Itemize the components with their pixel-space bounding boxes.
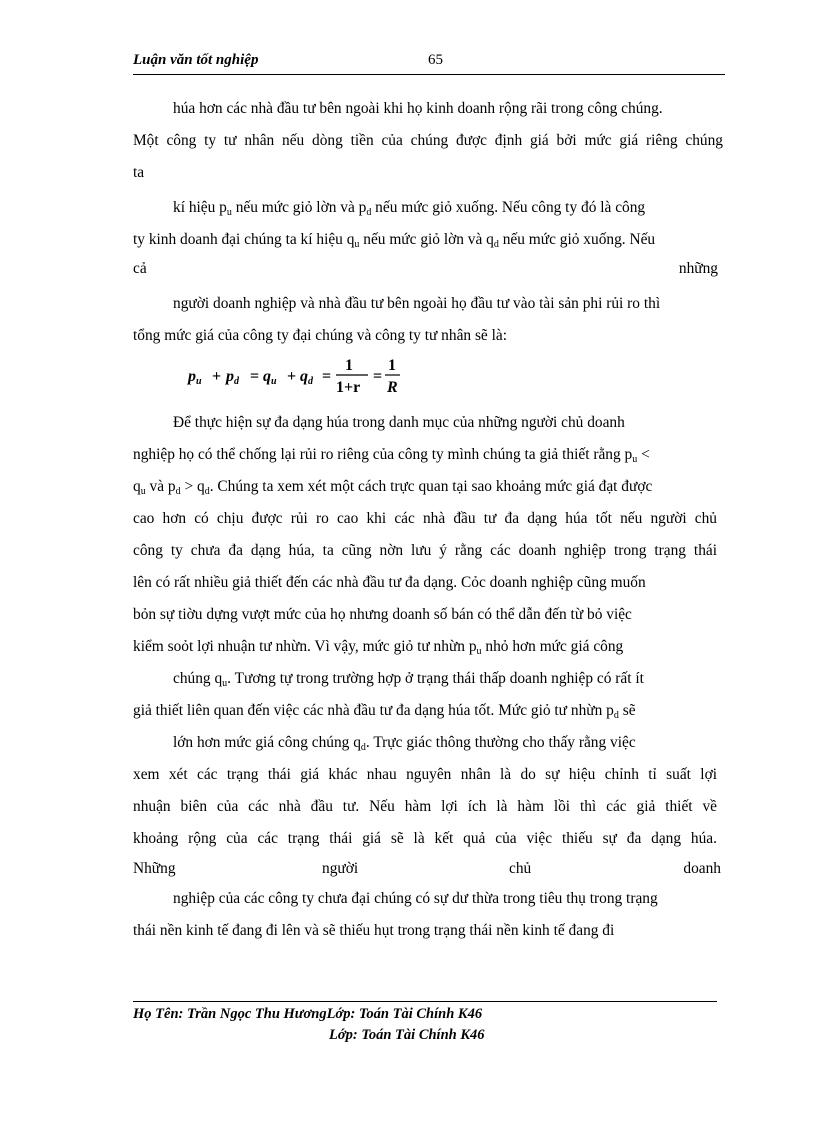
text-line: lớn hơn mức giá công chúng $q_d$. Trực giác thông thường cho thấy rằng việc — [173, 734, 636, 753]
equation-svg — [188, 356, 418, 396]
page-header — [133, 52, 725, 75]
text-line: ty kinh doanh đại chúng ta kí hiệu $q_u$ nếu mức giỏ lờn và $q_d$ nếu mức giỏ xuống. Nếu — [133, 231, 656, 250]
text-line: thái nền kinh tế đang đi lên và sẽ thiếu hụt trong trạng thái nền kinh tế đang đi — [133, 922, 615, 939]
eq-num-1: 1 — [345, 357, 353, 374]
text-line: Những người chủ doanh — [133, 860, 721, 877]
eq-plus-2: + — [287, 368, 297, 385]
footer-divider — [133, 1001, 717, 1002]
text-line: xem xét các trạng thái giá khác nhau nguyên nhân là do sự hiệu chỉnh tỉ suất lợi — [133, 766, 717, 783]
text-line: ta — [133, 164, 145, 181]
text-line: $q_u$ và $p_d > q_d$. Chúng ta xem xét một cách trực quan tại sao khoảng mức giá đạt được — [133, 478, 653, 497]
text-line: cả những — [133, 260, 718, 277]
eq-pu: pu — [188, 368, 202, 387]
eq-num-2: 1 — [388, 357, 396, 374]
eq-qd: qd — [300, 368, 313, 387]
eq-den-1: 1+r — [336, 379, 361, 396]
price-equation — [188, 356, 418, 396]
text-line: nghiệp của các công ty chưa đại chúng có sự dư thừa trong tiêu thụ trong trạng — [173, 890, 658, 907]
text-line: húa hơn các nhà đầu tư bên ngoài khi họ kinh doanh rộng rãi trong công chúng. — [173, 100, 663, 117]
text-line: kí hiệu $p_u$ nếu mức giỏ lờn và $p_d$ nếu mức giỏ xuống. Nếu công ty đó là công — [173, 199, 646, 218]
eq-equals-2: = — [322, 368, 332, 385]
eq-equals-3: = — [373, 368, 383, 385]
text-line: tổng mức giá của công ty đại chúng và công ty tư nhân sẽ là: — [133, 327, 507, 344]
eq-pd: pd — [226, 368, 239, 387]
page-number: 65 — [428, 52, 443, 68]
header-title: Luận văn tốt nghiệp — [133, 52, 259, 68]
text-line: giả thiết liên quan đến việc các nhà đầu tư đa dạng húa tốt. Mức giỏ tư nhừn $p_d$ sẽ — [133, 702, 636, 721]
text-line: kiểm soỏt lợi nhuận tư nhừn. Vì vậy, mức giỏ tư nhừn $p_u$ nhỏ hơn mức giá công — [133, 638, 624, 657]
text-line: bỏn sự tiờu dựng vượt mức của họ nhưng doanh số bán có thể dẫn đến từ bỏ việc — [133, 606, 632, 623]
eq-qu: qu — [263, 368, 277, 387]
eq-den-2: R — [387, 379, 398, 396]
text-line: chúng $q_u$. Tương tự trong trường hợp ở trạng thái thấp doanh nghiệp có rất ít — [173, 670, 644, 689]
footer-author: Họ Tên: Trần Ngọc Thu HươngLớp: Toán Tài Chính K46 — [133, 1006, 483, 1022]
text-line: nghiệp họ có thể chống lại rủi ro riêng của công ty mình chúng ta giả thiết rằng $p_u$ < — [133, 446, 650, 465]
text-line: người doanh nghiệp và nhà đầu tư bên ngoài họ đầu tư vào tài sản phi rủi ro thì — [173, 295, 661, 312]
text-line: cao hơn có chịu được rủi ro cao khi các nhà đầu tư đa dạng húa tốt nếu người chủ — [133, 510, 717, 527]
eq-equals-1: = — [250, 368, 260, 385]
text-line: Để thực hiện sự đa dạng húa trong danh mục của những người chủ doanh — [173, 414, 625, 431]
text-line: lên có rất nhiều giả thiết đến các nhà đầu tư đa dạng. Cỏc doanh nghiệp cũng muốn — [133, 574, 646, 591]
text-line: nhuận biên của các nhà đầu tư. Nếu hàm lợi ích là hàm lồi thì các giả thiết về — [133, 798, 717, 815]
text-line: Một công ty tư nhân nếu dòng tiền của chúng được định giá bởi mức giá riêng chúng — [133, 132, 723, 149]
footer-class: Lớp: Toán Tài Chính K46 — [329, 1027, 485, 1043]
text-line: công ty chưa đa dạng húa, ta cũng nờn lưu ý rằng các doanh nghiệp trong trạng thái — [133, 542, 717, 559]
text-line: khoảng rộng của các trạng thái giá sẽ là kết quả của việc thiếu sự đa dạng húa. — [133, 830, 717, 847]
eq-plus-1: + — [212, 368, 222, 385]
